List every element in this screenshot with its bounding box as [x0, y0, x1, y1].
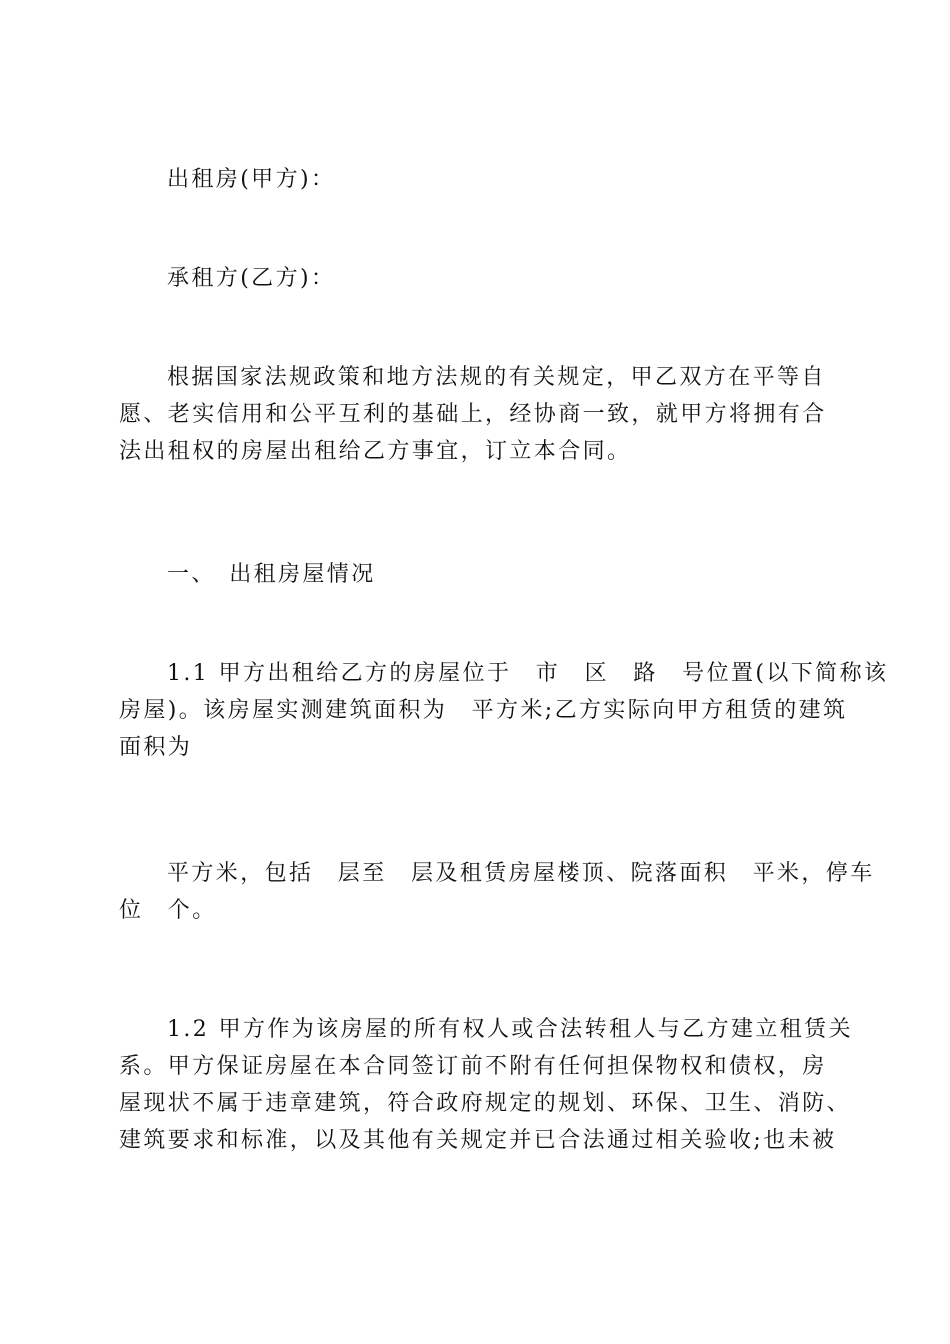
- clause-1-2-line-2: 系。甲方保证房屋在本合同签订前不附有任何担保物权和债权，房: [119, 1054, 827, 1079]
- clause-1-1-line-1: 1.1 甲方出租给乙方的房屋位于 市 区 路 号位置(以下简称该: [167, 661, 889, 686]
- clause-1-1-paragraph: [119, 655, 889, 766]
- preamble-paragraph: [119, 359, 831, 470]
- party-b-line: [119, 260, 831, 297]
- clause-1-2-line-4: 建筑要求和标准，以及其他有关规定并已合法通过相关验收;也未被: [119, 1128, 837, 1153]
- clause-1-1-cont-line-2: 位 个。: [119, 898, 217, 923]
- party-a-label: 出租房(甲方)：: [167, 167, 336, 192]
- clause-1-1-cont-line-1: 平方米，包括 层至 层及租赁房屋楼顶、院落面积 平米，停车: [167, 861, 875, 886]
- party-a-line: [119, 161, 831, 198]
- section-heading: [119, 556, 831, 593]
- clause-1-1-continuation: [119, 855, 875, 929]
- preamble-line-1: 根据国家法规政策和地方法规的有关规定，甲乙双方在平等自: [167, 365, 826, 390]
- clause-1-2-paragraph: [119, 1011, 853, 1159]
- clause-1-2-line-1: 1.2 甲方作为该房屋的所有权人或合法转租人与乙方建立租赁关: [167, 1017, 853, 1042]
- party-b-label: 承租方(乙方)：: [167, 266, 336, 291]
- preamble-line-3: 法出租权的房屋出租给乙方事宜，订立本合同。: [119, 439, 632, 464]
- preamble-line-2: 愿、老实信用和公平互利的基础上，经协商一致，就甲方将拥有合: [119, 402, 827, 427]
- clause-1-1-line-2: 房屋)。该房屋实测建筑面积为 平方米;乙方实际向甲方租赁的建筑: [119, 698, 848, 723]
- section-1-heading: 一、 出租房屋情况: [167, 562, 376, 587]
- clause-1-1-line-3: 面积为: [119, 735, 193, 760]
- clause-1-2-line-3: 屋现状不属于违章建筑，符合政府规定的规划、环保、卫生、消防、: [119, 1091, 852, 1116]
